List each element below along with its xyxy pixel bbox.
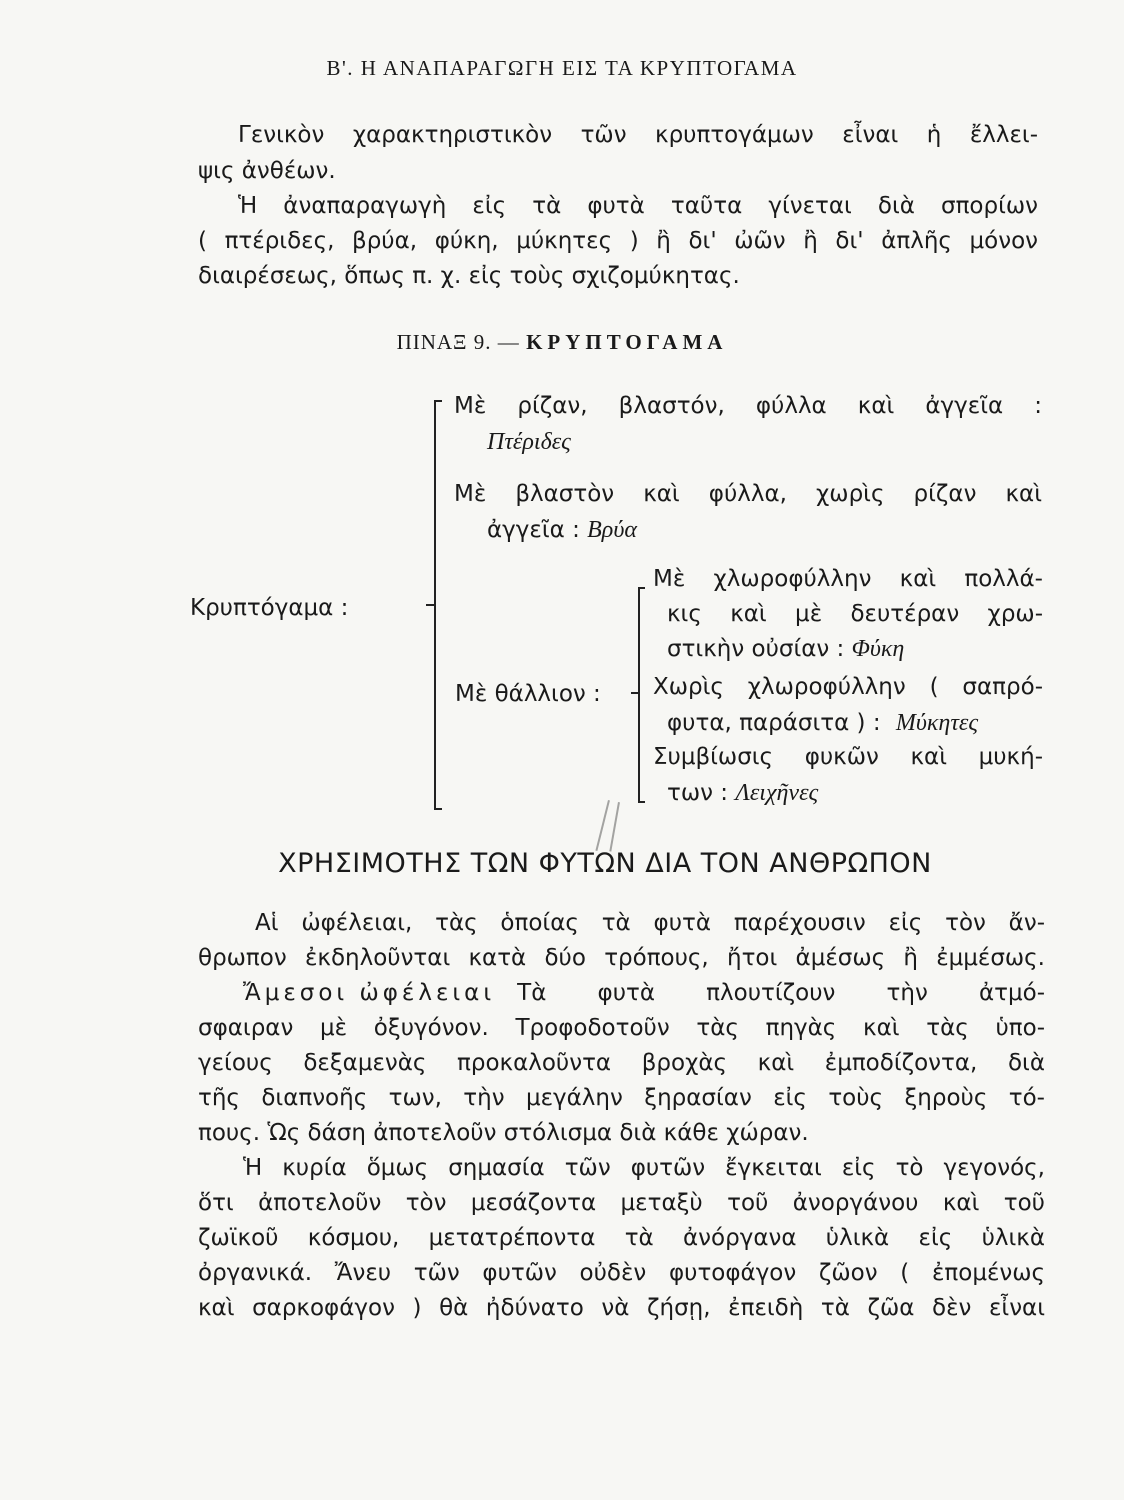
outer-brace-top <box>434 400 442 402</box>
intro-line: διαιρέσεως, ὅπως π. χ. εἰς τοὺς σχιζομύκητας. <box>198 263 740 289</box>
inner-brace-top <box>638 587 645 589</box>
table-fungi-name: Μύκητες <box>895 710 979 736</box>
table-algae-text: κις καὶ μὲ δευτέραν χρω- <box>667 601 1043 627</box>
table-lichens-row <box>667 781 818 805</box>
table-title-prefix: ΠΙΝΑΞ 9. — <box>396 330 520 354</box>
uses-line: πους. Ὡς δάση ἀποτελοῦν στόλισμα διὰ κάθε χώραν. <box>198 1120 809 1146</box>
uses-line: Αἱ ὠφέλειαι, τὰς ὁποίας τὰ φυτὰ παρέχουσιν εἰς τὸν ἄν- <box>255 910 1045 936</box>
table-title-main: ΚΡΥΠΤΟΓΑΜΑ <box>526 330 728 354</box>
table-ferns-name: Πτέριδες <box>487 429 571 455</box>
table-thallus-label: Μὲ θάλλιον : <box>455 681 601 707</box>
table-algae-name: Φύκη <box>851 636 905 662</box>
table-algae-text: στικὴν οὐσίαν : <box>667 636 845 662</box>
table-algae-text: Μὲ χλωροφύλλην καὶ πολλά- <box>653 566 1043 592</box>
table-lichens-text: των : <box>667 780 729 806</box>
uses-line: σφαιραν μὲ ὀξυγόνον. Τροφοδοτοῦν τὰς πηγὰς καὶ τὰς ὑπο- <box>198 1015 1045 1041</box>
outer-brace-point <box>426 604 435 606</box>
table-mosses-name: Βρύα <box>587 517 637 543</box>
intro-line: ψις ἀνθέων. <box>198 158 336 184</box>
pencil-mark <box>609 802 619 852</box>
table-algae-row <box>667 637 904 661</box>
pencil-mark <box>595 800 609 851</box>
intro-line: ( πτέριδες, βρύα, φύκη, μύκητες ) ἢ δι' ὠῶν ἢ δι' ἀπλῆς μόνον <box>198 228 1038 254</box>
intro-line: Γενικὸν χαρακτηριστικὸν τῶν κρυπτογάμων εἶναι ἡ ἔλλει- <box>238 122 1038 148</box>
uses-line: ὀργανικά. Ἄνευ τῶν φυτῶν οὐδὲν φυτοφάγον ζῶον ( ἐπομένως <box>198 1260 1045 1286</box>
uses-line: ζωϊκοῦ κόσμου, μετατρέποντα τὰ ἀνόργανα ὑλικὰ εἰς ὑλικὰ <box>198 1225 1045 1251</box>
inner-brace <box>638 587 640 803</box>
table-mosses-row <box>487 518 637 542</box>
uses-line: γείους δεξαμενὰς προκαλοῦντα βροχὰς καὶ ἐμποδίζοντα, διὰ <box>198 1050 1045 1076</box>
inner-brace-bottom <box>638 801 645 803</box>
uses-line-rest: Τὰ φυτὰ πλουτίζουν τὴν ἀτμό- <box>517 980 1045 1006</box>
outer-brace-bottom <box>434 808 442 810</box>
table-fungi-text: Χωρὶς χλωροφύλλην ( σαπρό- <box>653 674 1043 700</box>
table-fungi-text: φυτα, παράσιτα ) : <box>667 710 881 736</box>
inner-brace-point <box>631 692 639 694</box>
table-title <box>0 330 1124 355</box>
table-fungi-row <box>667 711 978 735</box>
uses-line: θρωπον ἐκδηλοῦνται κατὰ δύο τρόπους, ἤτοι ἀμέσως ἢ ἐμμέσως. <box>198 945 1045 971</box>
table-lichens-text: Συμβίωσις φυκῶν καὶ μυκή- <box>653 744 1043 770</box>
direct-benefits-term: Ἄμεσοι ὠφέλειαι <box>243 980 496 1006</box>
uses-line: τῆς διαπνοῆς των, τὴν μεγάλην ξηρασίαν εἰς τοὺς ξηροὺς τό- <box>198 1085 1045 1111</box>
table-lichens-name: Λειχῆνες <box>735 780 819 806</box>
intro-line: Ἡ ἀναπαραγωγὴ εἰς τὰ φυτὰ ταῦτα γίνεται διὰ σπορίων <box>238 193 1038 219</box>
uses-heading: ΧΡΗΣΙΜΟΤΗΣ ΤΩΝ ΦΥΤΩΝ ΔΙΑ ΤΟΝ ΑΝΘΡΩΠΟΝ <box>278 848 932 879</box>
section-heading: Β'. Η ΑΝΑΠΑΡΑΓΩΓΗ ΕΙΣ ΤΑ ΚΡΥΠΤΟΓΑΜΑ <box>326 56 798 80</box>
table-ferns-text: Μὲ ρίζαν, βλαστόν, φύλλα καὶ ἀγγεῖα : <box>454 393 1042 419</box>
uses-line: καὶ σαρκοφάγον ) θὰ ἠδύνατο νὰ ζήσῃ, ἐπειδὴ τὰ ζῶα δὲν εἶναι <box>198 1295 1045 1321</box>
uses-line: Ἡ κυρία ὅμως σημασία τῶν φυτῶν ἔγκειται εἰς τὸ γεγονός, <box>243 1155 1045 1181</box>
table-mosses-text: ἀγγεῖα : <box>487 517 580 543</box>
table-root-label: Κρυπτόγαμα : <box>190 595 349 621</box>
uses-line <box>243 982 1045 1005</box>
table-mosses-text: Μὲ βλαστὸν καὶ φύλλα, χωρὶς ρίζαν καὶ <box>454 481 1042 507</box>
uses-line: ὅτι ἀποτελοῦν τὸν μεσάζοντα μεταξὺ τοῦ ἀνοργάνου καὶ τοῦ <box>198 1190 1045 1216</box>
